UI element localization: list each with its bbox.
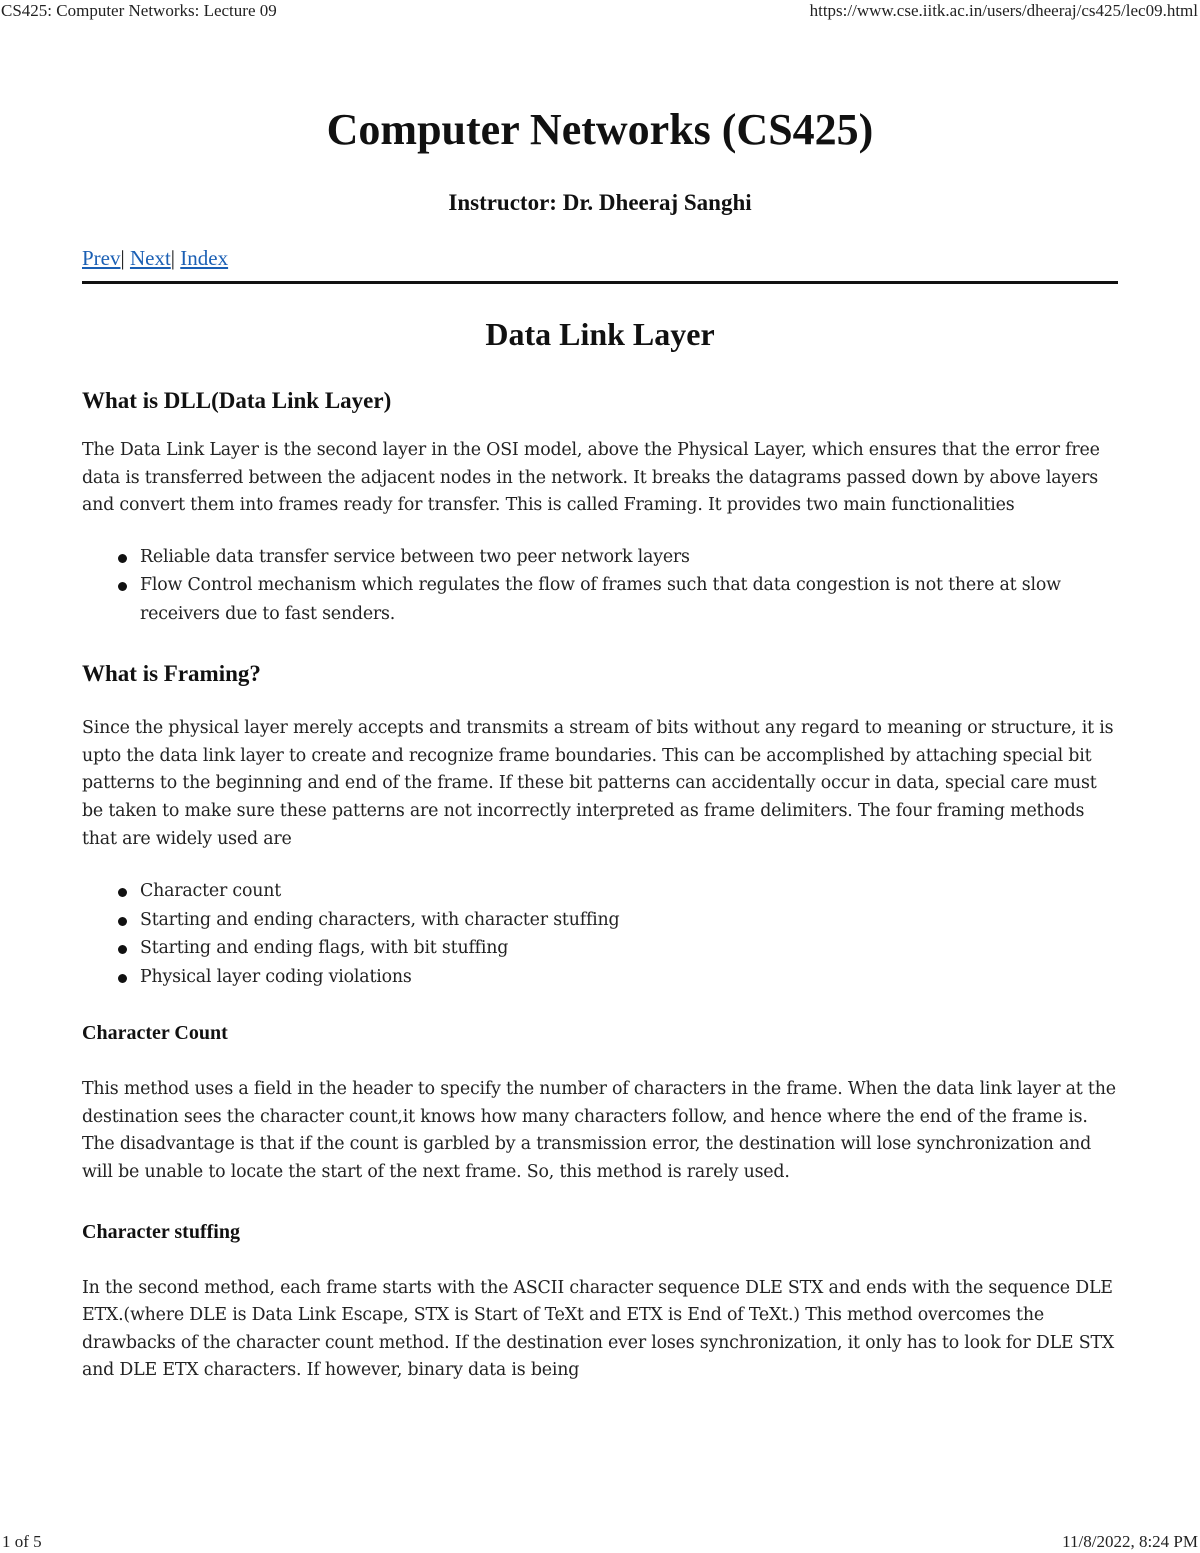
print-header (0, 1, 1200, 25)
bullet-icon (118, 945, 127, 954)
list-item (140, 571, 1118, 628)
framing-methods-list (82, 877, 1118, 991)
list-item-text: Flow Control mechanism which regulates the flow of frames such that data congestion is not there at slow receivers due to fast senders. (140, 575, 1061, 624)
index-link[interactable]: Index (180, 246, 229, 270)
dll-functionalities-list (82, 543, 1118, 629)
list-item-text: Reliable data transfer service between two peer network layers (140, 546, 690, 567)
list-item-text: Physical layer coding violations (140, 966, 412, 987)
print-page-url: https://www.cse.iitk.ac.in/users/dheeraj/cs425/lec09.html (809, 1, 1198, 20)
horizontal-rule (82, 281, 1118, 284)
page-content (82, 100, 1118, 1385)
bullet-icon (118, 888, 127, 897)
paragraph-character-count: This method uses a field in the header to specify the number of characters in the frame. When the data link layer at the destination sees the character count,it knows how many characters follow, and hence where the end of the frame is. The disadvantage is that if the count is garbled by a transmission error, the destination will lose synchronization and will be unable to locate the start of the next frame. So, this method is rarely used. (82, 1079, 1116, 1183)
list-item-text: Starting and ending flags, with bit stuffing (140, 938, 509, 959)
list-item (140, 963, 1118, 992)
list-item-text: Starting and ending characters, with character stuffing (140, 909, 620, 930)
print-datetime: 11/8/2022, 8:24 PM (1062, 1532, 1198, 1551)
bullet-icon (118, 974, 127, 983)
nav-separator: | (120, 246, 130, 270)
heading-what-is-dll: What is DLL(Data Link Layer) (82, 388, 392, 413)
bullet-icon (118, 554, 127, 563)
nav-separator: | (170, 246, 181, 270)
list-item (140, 934, 1118, 963)
list-item (140, 877, 1118, 906)
bullet-icon (118, 582, 127, 591)
instructor-line: Instructor: Dr. Dheeraj Sanghi (448, 190, 752, 215)
print-page-number: 1 of 5 (2, 1532, 42, 1551)
paragraph-what-is-dll: The Data Link Layer is the second layer in the OSI model, above the Physical Layer, which ensures that the error free data is transferred between the adjacent nodes in the network. It breaks the datagrams passed down by above layers and convert them into frames ready for transfer. This is called Framing. It provides two main functionalities (82, 440, 1100, 516)
page-title: Computer Networks (CS425) (326, 105, 874, 154)
next-link[interactable]: Next (129, 246, 171, 270)
list-item (140, 906, 1118, 935)
list-item-text: Character count (140, 881, 282, 902)
list-item (140, 543, 1118, 572)
heading-character-stuffing: Character stuffing (82, 1220, 240, 1243)
heading-what-is-framing: What is Framing? (82, 661, 261, 687)
paragraph-framing: Since the physical layer merely accepts and transmits a stream of bits without any regard to meaning or structure, it is upto the data link layer to create and recognize frame boundaries. This can be accomplished by attaching special bit patterns to the beginning and end of the frame. If these bit patterns can accidentally occur in data, special care must be taken to make sure these patterns are not incorrectly interpreted as frame delimiters. The four framing methods that are widely used are (82, 718, 1114, 849)
section-title: Data Link Layer (485, 316, 715, 352)
print-footer (0, 1532, 1200, 1552)
print-page-title: CS425: Computer Networks: Lecture 09 (1, 1, 277, 20)
heading-character-count: Character Count (82, 1022, 228, 1045)
prev-link[interactable]: Prev (82, 246, 121, 270)
paragraph-character-stuffing: In the second method, each frame starts with the ASCII character sequence DLE STX and ends with the sequence DLE ETX.(where DLE is Data Link Escape, STX is Start of TeXt and ETX is End of TeXt.) This method overcomes the drawbacks of the character count method. If the destination ever loses synchronization, it only has to look for DLE STX and DLE ETX characters. If however, binary data is being (82, 1277, 1115, 1381)
nav-links (82, 245, 1118, 271)
bullet-icon (118, 917, 127, 926)
